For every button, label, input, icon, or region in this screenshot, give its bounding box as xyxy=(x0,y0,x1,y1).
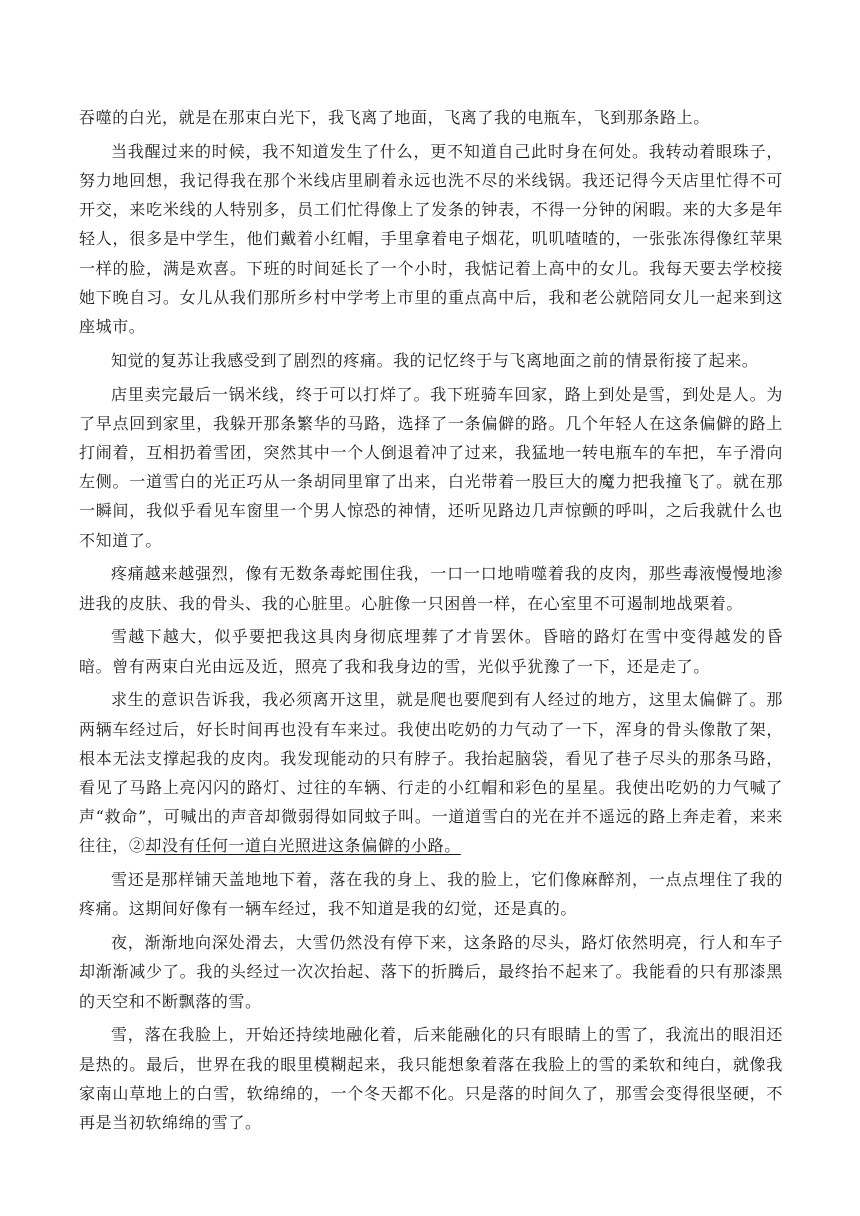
paragraph-4: 店里卖完最后一锅米线，终于可以打烊了。我下班骑车回家，路上到处是雪，到处是人。为了早点回到家里，我躲开那条繁华的马路，选择了一条偏僻的路。几个年轻人在这条偏僻的路上打闹着，互相扔着雪团，突然其中一个人倒退着冲了过来，我猛地一转电瓶车的车把，车子滑向左侧。一道雪白的光正巧从一条胡同里窜了出来，白光带着一股巨大的魔力把我撞飞了。就在那一瞬间，我似乎看见车窗里一个男人惊恐的神情，还听见路边几声惊颤的呼叫，之后我就什么也不知道了。 xyxy=(79,384,783,550)
paragraph-2: 当我醒过来的时候，我不知道发生了什么，更不知道自己此时身在何处。我转动着眼珠子，努力地回想，我记得我在那个米线店里刷着永远也洗不尽的米线锅。我还记得今天店里忙得不可开交，来吃米线的人特别多，员工们忙得像上了发条的钟表，不得一分钟的闲暇。来的大多是年轻人，很多是中学生，他们戴着小红帽，手里拿着电子烟花，叽叽喳喳的，一张张冻得像红苹果一样的脸，满是欢喜。下班的时间延长了一个小时，我惦记着上高中的女儿。我每天要去学校接她下晚自习。女儿从我们那所乡村中学考上市里的重点高中后，我和老公就陪同女儿一起来到这座城市。 xyxy=(79,141,783,337)
paragraph-6: 雪越下越大，似乎要把我这具肉身彻底埋葬了才肯罢休。昏暗的路灯在雪中变得越发的昏暗。曾有两束白光由远及近，照亮了我和我身边的雪，光似乎犹豫了一下，还是走了。 xyxy=(79,627,783,676)
paragraph-8: 雪还是那样铺天盖地地下着，落在我的身上、我的脸上，它们像麻醉剂，一点点埋住了我的疼痛。这期间好像有一辆车经过，我不知道是我的幻觉，还是真的。 xyxy=(79,870,783,919)
document-body xyxy=(79,103,783,1142)
paragraph-10: 雪，落在我脸上，开始还持续地融化着，后来能融化的只有眼睛上的雪了，我流出的眼泪还是热的。最后，世界在我的眼里模糊起来，我只能想象着落在我脸上的雪的柔软和纯白，就像我家南山草地上的白雪，软绵绵的，一个冬天都不化。只是落的时间久了，那雪会变得很坚硬，不再是当初软绵绵的雪了。 xyxy=(79,1025,783,1133)
paragraph-7 xyxy=(79,685,783,860)
paragraph-5: 疼痛越来越强烈，像有无数条毒蛇围住我，一口一口地啃噬着我的皮肉，那些毒液慢慢地渗进我的皮肤、我的骨头、我的心脏里。心脏像一只困兽一样，在心室里不可遏制地战栗着。 xyxy=(79,564,783,613)
underlined-sentence: 却没有任何一道白光照进这条偏僻的小路。 xyxy=(145,836,461,856)
paragraph-1: 吞噬的白光，就是在那束白光下，我飞离了地面，飞离了我的电瓶车，飞到那条路上。 xyxy=(79,108,710,127)
paragraph-7-text: 求生的意识告诉我，我必须离开这里，就是爬也要爬到有人经过的地方，这里太偏僻了。那两辆车经过后，好长时间再也没有车来过。我使出吃奶的力气动了一下，浑身的骨头像散了架，根本无法支撑起我的皮肉。我发现能动的只有脖子。我抬起脑袋，看见了巷子尽头的那条马路，看见了马路上亮闪闪的路灯、过往的车辆、行走的小红帽和彩色的星星。我使出吃奶的力气喊了声“救命”，可喊出的声音却微弱得如同蚊子叫。一道道雪白的光在并不遥远的路上奔走着，来来往往， xyxy=(79,690,783,856)
question-marker: ② xyxy=(128,836,146,856)
paragraph-9: 夜，渐渐地向深处滑去，大雪仍然没有停下来，这条路的尽头，路灯依然明亮，行人和车子却渐渐减少了。我的头经过一次次抬起、落下的折腾后，最终抬不起来了。我能看的只有那漆黑的天空和不断飘落的雪。 xyxy=(79,933,783,1011)
paragraph-3: 知觉的复苏让我感受到了剧烈的疼痛。我的记忆终于与飞离地面之前的情景衔接了起来。 xyxy=(111,350,759,370)
